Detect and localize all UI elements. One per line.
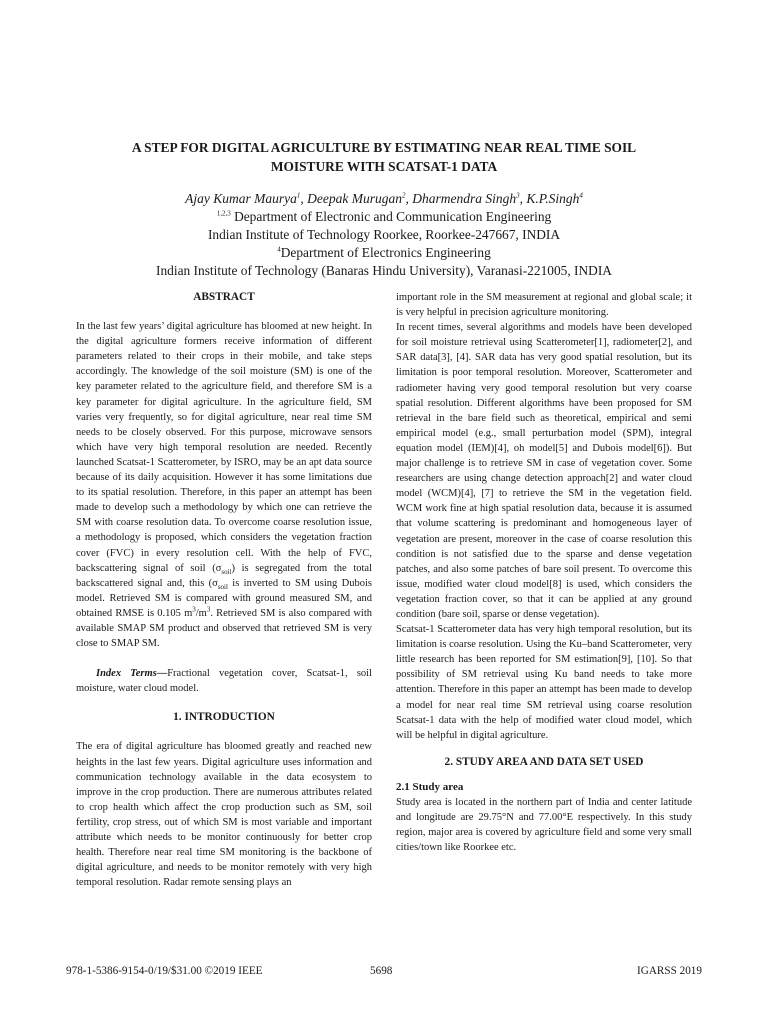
footer-page-number: 5698	[370, 965, 393, 977]
author-separator: ,	[405, 191, 413, 206]
footer-conference: IGARSS 2019	[637, 965, 702, 977]
introduction-paragraph: Scatsat-1 Scatterometer data has very high temporal resolution, but its limitation is coarse resolution. Using the Ku–band Scatterometer, very little research has been reported for SM estimation[9], [10]. So that possibility of SM retrieval using Ku band needs to take more attention. Therefore in this paper an attempt has been made to develop a model for near real time SM retrieval using coarse resolution Scatsat-1 data with the help of modified water cloud model, which will be helpful in digital agriculture.	[396, 624, 692, 741]
abstract-text: In the last few years’ digital agriculture has bloomed at new height. In the digital agriculture formers receive information of different parameters related to their crops in their mobile, and take steps accordingly. The knowledge of the soil moisture (SM) is one of the key parameter related to the agriculture field, and therefore SM is a key parameter for digital agriculture. In the agriculture field, SM varies very frequently, so for digital agriculture, near real time SM needs to be closely observed. For this purpose, microwave sensors which have very high temporal resolution are needed. Recently launched Scatsat-1 Scatterometer, by ISRO, may be an apt data source because of its daily acquisition. However it has some limitations due to its spatial resolution. Therefore, in this paper an attempt has been made to develop such a methodology by which one can retrieve the SM with coarse resolution data. To overcome coarse resolution issue, a methodology is proposed, which considers the vegetation fraction cover (FVC) in every resolution cell. With the help of FVC, backscattering signal of soil $(\sigma_{soil})$ is segregated from the total backscattered signal and, this ($\sigma_{soil}$ is inverted to SM using Dubois model. Retrieved SM is compared with ground measured SM, and obtained RMSE is 0.105 $m^3/m^3$. Retrieved SM is also compared with available SMAP SM product and observed that retrieved SM is very close to SMAP SM.	[76, 321, 373, 650]
title-line-2: MOISTURE WITH SCATSAT-1 DATA	[270, 159, 498, 174]
affiliation-text: Department of Electronics Engineering	[280, 245, 491, 260]
left-column	[76, 290, 372, 890]
author-affiliation-mark: 2	[401, 191, 406, 200]
author-name: Deepak Murugan	[307, 191, 402, 206]
study-area-subheading: 2.1 Study area	[396, 780, 464, 793]
author-list	[40, 190, 728, 208]
introduction-text: The era of digital agriculture has bloomed greatly and reached new heights in the last few years. Digital agriculture uses information and communication technology available in the data ecosystem to improve in the crop production. There are numerous attributes related to crop health which affect the crop production such as SM, soil fertility, crop stress, out of which SM is most variable and important attribute which needs to be monitor continuously for better crop health. Therefore near real time SM monitoring is the backbone of digital agriculture, and needs to be monitor remotely with very high temporal resolution. Radar remote sensing plays an	[76, 741, 372, 889]
study-area-text: Study area is located in the northern part of India and center latitude and longitude are 29.75°N and 77.00°E respectively. In this study region, major area is covered by agriculture field and some very small cities/town like Roorkee etc.	[396, 797, 692, 854]
index-terms-label: Index Terms	[96, 668, 157, 680]
introduction-heading: 1. INTRODUCTION	[173, 711, 275, 724]
author-name: Ajay Kumar Maurya	[185, 191, 297, 206]
author-affiliation-mark: 4	[579, 191, 583, 200]
footer-isbn: 978-1-5386-9154-0/19/$31.00 ©2019 IEEE	[66, 965, 263, 977]
affiliation-mark: 1,2,3	[216, 209, 231, 218]
paper-title	[60, 138, 708, 176]
abstract-heading: ABSTRACT	[193, 291, 255, 303]
title-line-1: A STEP FOR DIGITAL AGRICULTURE BY ESTIMATING NEAR REAL TIME SOIL	[131, 140, 637, 155]
affiliation-mark: 4	[277, 245, 281, 254]
introduction-continued: important role in the SM measurement at regional and global scale; it is very helpful in precision agriculture monitoring.	[396, 292, 692, 319]
author-separator: ,	[519, 191, 527, 206]
affiliation-line	[40, 208, 728, 226]
index-terms: Index Terms—Fractional vegetation cover, Scatsat-1, soil moisture, water cloud model.	[76, 668, 373, 695]
author-name: Dharmendra Singh	[412, 191, 517, 206]
author-affiliation-mark: 1	[296, 191, 301, 200]
affiliation-line: Indian Institute of Technology (Banaras Hindu University), Varanasi-221005, INDIA	[156, 263, 612, 278]
page-footer	[66, 965, 702, 981]
author-affiliation-mark: 3	[516, 191, 520, 200]
affiliation-line: Indian Institute of Technology Roorkee, Roorkee-247667, INDIA	[207, 227, 561, 242]
author-separator: ,	[300, 191, 308, 206]
author-name: K.P.Singh	[526, 191, 580, 206]
right-column	[396, 290, 692, 855]
affiliation-line	[40, 244, 728, 262]
introduction-paragraph: In recent times, several algorithms and models have been developed for soil moisture retrieval using Scatterometer[1], radiometer[2], and SAR data[3], [4]. SAR data has very good spatial resolution, but its limitation is poor temporal resolution. Moreover, Scatterometer and radiometer having very good temporal resolution but very coarse spatial resolution. Different algorithms have been proposed for SM retrieval in the bare field such as theoretical, empirical and semi empirical model (e.g., small perturbation model (SPM), integral equation model (IEM)[4], oh model[5] and Dubois model[6]). But major challenge is to retrieve SM in case of vegetation cover. Some researchers are using change detection approach[2] and water cloud model (WCM)[4], [7] to retrieve the SM in the vegetation field. WCM work fine at high spatial resolution data, because it is assumed that volume scattering is predominant and homogeneous layer of vegetation are present, moreover in the case of coarse resolution this condition is not satisfied due to the sparse and dense vegetation patches, and also some patches of bare soil present. To overcome this issue, modified water cloud model[8] is used, which considers the vegetation fraction cover, so that it can be applied at any ground condition (bare soil, sparse or dense vegetation).	[396, 322, 692, 620]
affiliation-text: Department of Electronic and Communication Engineering	[230, 209, 552, 224]
study-area-heading: 2. STUDY AREA AND DATA SET USED	[444, 755, 644, 768]
